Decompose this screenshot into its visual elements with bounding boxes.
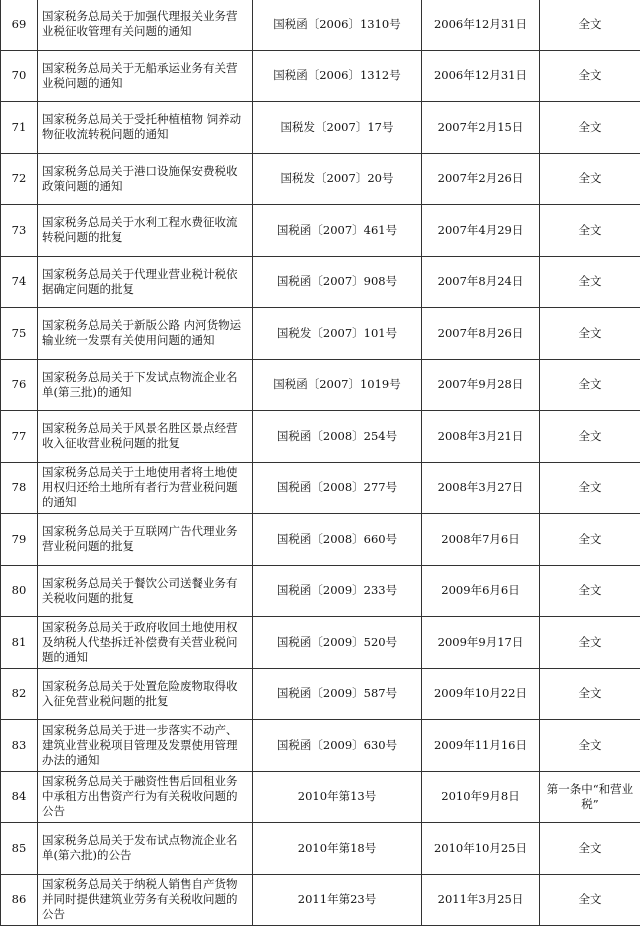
issue-date: 2006年12月31日 — [422, 50, 540, 102]
issue-date: 2009年11月16日 — [422, 720, 540, 772]
row-number: 73 — [1, 205, 38, 257]
issue-date: 2008年7月6日 — [422, 514, 540, 566]
repeal-scope: 全文 — [540, 50, 640, 102]
repeal-scope: 全文 — [540, 565, 640, 617]
document-title: 国家税务总局关于互联网广告代理业务营业税问题的批复 — [38, 514, 253, 566]
row-number: 82 — [1, 668, 38, 720]
document-title: 国家税务总局关于新版公路 内河货物运输业统一发票有关使用问题的通知 — [38, 308, 253, 360]
repeal-scope: 全文 — [540, 153, 640, 205]
document-title: 国家税务总局关于加强代理报关业务营业税征收管理有关问题的通知 — [38, 0, 253, 50]
row-number: 71 — [1, 102, 38, 154]
table-row — [1, 617, 640, 669]
document-title: 国家税务总局关于下发试点物流企业名单(第三批)的通知 — [38, 359, 253, 411]
issue-date: 2010年10月25日 — [422, 823, 540, 875]
repeal-scope: 全文 — [540, 823, 640, 875]
issue-date: 2008年3月27日 — [422, 462, 540, 514]
issue-date: 2009年6月6日 — [422, 565, 540, 617]
repeal-scope: 全文 — [540, 0, 640, 50]
row-number: 81 — [1, 617, 38, 669]
document-title: 国家税务总局关于水利工程水费征收流转税问题的批复 — [38, 205, 253, 257]
row-number: 70 — [1, 50, 38, 102]
document-code: 2011年第23号 — [253, 874, 422, 926]
document-title: 国家税务总局关于受托种植植物 饲养动物征收流转税问题的通知 — [38, 102, 253, 154]
table-row — [1, 153, 640, 205]
table-row — [1, 308, 640, 360]
document-code: 国税函〔2007〕461号 — [253, 205, 422, 257]
issue-date: 2007年8月24日 — [422, 256, 540, 308]
document-title: 国家税务总局关于进一步落实不动产、建筑业营业税项目管理及发票使用管理办法的通知 — [38, 720, 253, 772]
repeal-scope: 全文 — [540, 308, 640, 360]
table-row — [1, 823, 640, 875]
row-number: 75 — [1, 308, 38, 360]
repeal-scope: 全文 — [540, 102, 640, 154]
table-row — [1, 565, 640, 617]
document-title: 国家税务总局关于融资性售后回租业务中承租方出售资产行为有关税收问题的公告 — [38, 771, 253, 823]
document-code: 国税函〔2009〕630号 — [253, 720, 422, 772]
repeal-scope: 全文 — [540, 668, 640, 720]
document-title: 国家税务总局关于处置危险废物取得收入征免营业税问题的批复 — [38, 668, 253, 720]
issue-date: 2011年3月25日 — [422, 874, 540, 926]
table-row — [1, 720, 640, 772]
document-title: 国家税务总局关于政府收回土地使用权及纳税人代垫拆迁补偿费有关营业税问题的通知 — [38, 617, 253, 669]
table-row — [1, 514, 640, 566]
repeal-scope: 全文 — [540, 359, 640, 411]
document-code: 国税函〔2008〕660号 — [253, 514, 422, 566]
document-code: 国税函〔2008〕277号 — [253, 462, 422, 514]
document-code: 国税函〔2009〕520号 — [253, 617, 422, 669]
table-row — [1, 668, 640, 720]
repeal-scope: 全文 — [540, 720, 640, 772]
issue-date: 2010年9月8日 — [422, 771, 540, 823]
repeal-scope: 全文 — [540, 617, 640, 669]
repeal-scope: 第一条中“和营业税” — [540, 771, 640, 823]
table-body — [1, 0, 640, 926]
document-code: 国税函〔2006〕1312号 — [253, 50, 422, 102]
document-code: 国税函〔2006〕1310号 — [253, 0, 422, 50]
document-code: 2010年第18号 — [253, 823, 422, 875]
table-row — [1, 205, 640, 257]
row-number: 85 — [1, 823, 38, 875]
row-number: 83 — [1, 720, 38, 772]
table-row — [1, 256, 640, 308]
document-code: 2010年第13号 — [253, 771, 422, 823]
issue-date: 2009年9月17日 — [422, 617, 540, 669]
issue-date: 2007年9月28日 — [422, 359, 540, 411]
document-code: 国税函〔2009〕233号 — [253, 565, 422, 617]
document-title: 国家税务总局关于无船承运业务有关营业税问题的通知 — [38, 50, 253, 102]
document-title: 国家税务总局关于风景名胜区景点经营收入征收营业税问题的批复 — [38, 411, 253, 463]
document-code: 国税发〔2007〕101号 — [253, 308, 422, 360]
table-row — [1, 0, 640, 50]
document-title: 国家税务总局关于餐饮公司送餐业务有关税收问题的批复 — [38, 565, 253, 617]
row-number: 84 — [1, 771, 38, 823]
repeal-scope: 全文 — [540, 514, 640, 566]
issue-date: 2007年2月15日 — [422, 102, 540, 154]
repeal-scope: 全文 — [540, 874, 640, 926]
document-code: 国税发〔2007〕17号 — [253, 102, 422, 154]
document-title: 国家税务总局关于港口设施保安费税收政策问题的通知 — [38, 153, 253, 205]
table-row — [1, 411, 640, 463]
issue-date: 2007年2月26日 — [422, 153, 540, 205]
table-row — [1, 102, 640, 154]
repeal-scope: 全文 — [540, 411, 640, 463]
document-title: 国家税务总局关于纳税人销售自产货物并同时提供建筑业劳务有关税收问题的公告 — [38, 874, 253, 926]
table-row — [1, 771, 640, 823]
document-code: 国税函〔2007〕908号 — [253, 256, 422, 308]
document-title: 国家税务总局关于代理业营业税计税依据确定问题的批复 — [38, 256, 253, 308]
row-number: 72 — [1, 153, 38, 205]
repeal-scope: 全文 — [540, 256, 640, 308]
row-number: 79 — [1, 514, 38, 566]
issue-date: 2008年3月21日 — [422, 411, 540, 463]
document-title: 国家税务总局关于发布试点物流企业名单(第六批)的公告 — [38, 823, 253, 875]
repeal-scope: 全文 — [540, 462, 640, 514]
row-number: 69 — [1, 0, 38, 50]
table-row — [1, 462, 640, 514]
issue-date: 2009年10月22日 — [422, 668, 540, 720]
document-code: 国税函〔2009〕587号 — [253, 668, 422, 720]
issue-date: 2007年8月26日 — [422, 308, 540, 360]
row-number: 80 — [1, 565, 38, 617]
document-code: 国税函〔2007〕1019号 — [253, 359, 422, 411]
issue-date: 2007年4月29日 — [422, 205, 540, 257]
row-number: 86 — [1, 874, 38, 926]
row-number: 74 — [1, 256, 38, 308]
document-code: 国税发〔2007〕20号 — [253, 153, 422, 205]
row-number: 78 — [1, 462, 38, 514]
repeal-scope: 全文 — [540, 205, 640, 257]
table-row — [1, 359, 640, 411]
issue-date: 2006年12月31日 — [422, 0, 540, 50]
document-title: 国家税务总局关于土地使用者将土地使用权归还给土地所有者行为营业税问题的通知 — [38, 462, 253, 514]
table-row — [1, 50, 640, 102]
row-number: 77 — [1, 411, 38, 463]
document-code: 国税函〔2008〕254号 — [253, 411, 422, 463]
row-number: 76 — [1, 359, 38, 411]
